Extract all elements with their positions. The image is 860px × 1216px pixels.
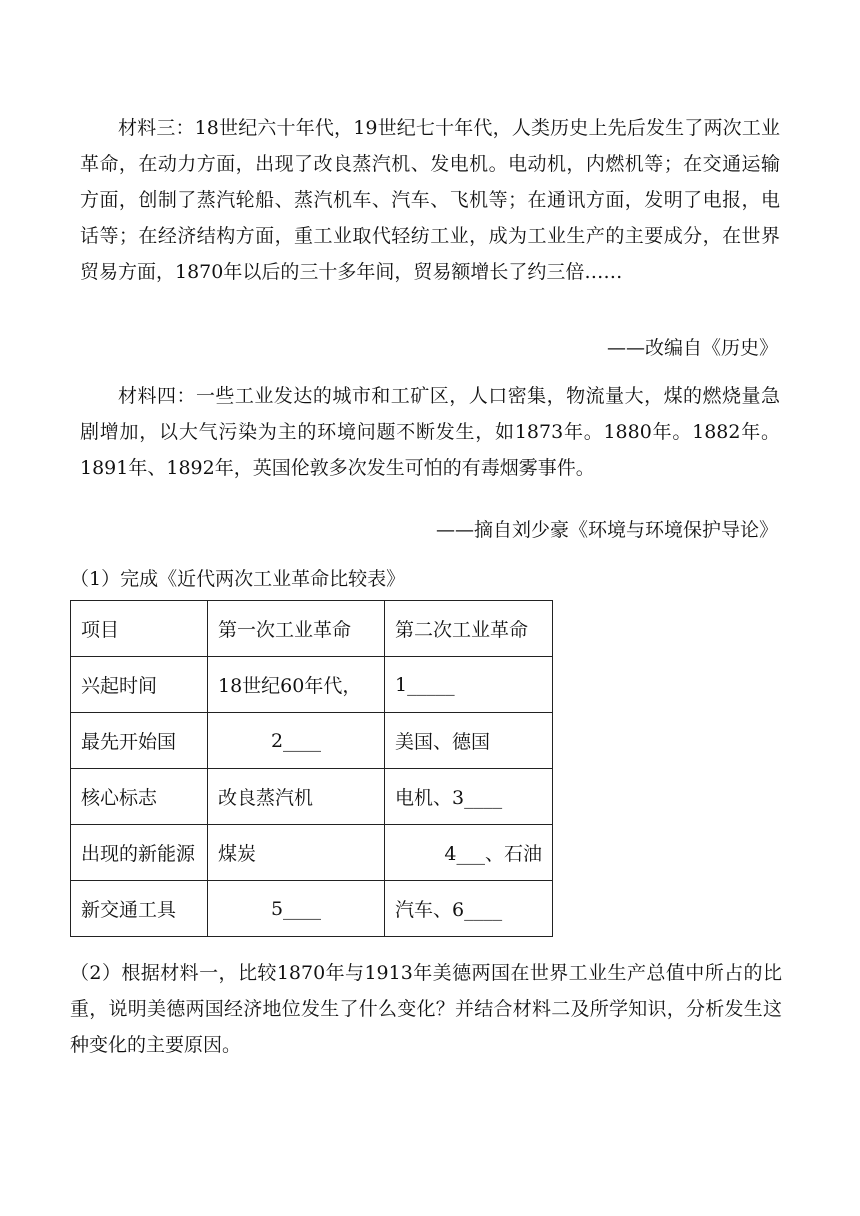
table-cell: 煤炭 <box>208 825 385 881</box>
table-row <box>71 881 553 937</box>
question-one: （1）完成《近代两次工业革命比较表》 <box>70 568 406 590</box>
material-three-text: 材料三：18世纪六十年代，19世纪七十年代，人类历史上先后发生了两次工业革命，在动力方面，出现了改良蒸汽机、发电机。电动机，内燃机等；在交通运输方面，创制了蒸汽轮船、蒸汽机车、汽车、飞机等；在通讯方面，发明了电报，电话等；在经济结构方面，重工业取代轻纺工业，成为工业生产的主要成分，在世界贸易方面，1870年以后的三十多年间，贸易额增长了约三倍…… <box>80 117 780 283</box>
table-row <box>71 657 553 713</box>
table-cell: 新交通工具 <box>71 881 208 937</box>
table-cell: 出现的新能源 <box>71 825 208 881</box>
table-cell: 改良蒸汽机 <box>208 769 385 825</box>
table-cell: 最先开始国 <box>71 713 208 769</box>
material-four-source: ——摘自刘少豪《环境与环境保护导论》 <box>435 519 778 541</box>
table-row <box>71 713 553 769</box>
question-two: （2）根据材料一，比较1870年与1913年美德两国在世界工业生产总值中所占的比重，说明美德两国经济地位发生了什么变化？并结合材料二及所学知识，分析发生这种变化的主要原因。 <box>70 962 782 1056</box>
material-four-text: 材料四：一些工业发达的城市和工矿区，人口密集，物流量大，煤的燃烧量急剧增加，以大气污染为主的环境问题不断发生，如1873年。1880年。1882年。1891年、1892年，英国伦敦多次发生可怕的有毒烟雾事件。 <box>80 385 780 479</box>
table-cell: 核心标志 <box>71 769 208 825</box>
table-cell-blank-3: 电机、3____ <box>385 769 553 825</box>
table-cell-blank-1: 1_____ <box>385 657 553 713</box>
table-header-cell: 项目 <box>71 601 208 657</box>
table-cell-blank-6: 汽车、6____ <box>385 881 553 937</box>
comparison-table <box>70 600 553 937</box>
table-row <box>71 825 553 881</box>
table-cell: 18世纪60年代， <box>208 657 385 713</box>
table-cell: 兴起时间 <box>71 657 208 713</box>
table-header-cell: 第二次工业革命 <box>385 601 553 657</box>
table-cell: 美国、德国 <box>385 713 553 769</box>
table-row <box>71 769 553 825</box>
table-header-cell: 第一次工业革命 <box>208 601 385 657</box>
table-cell-blank-4: 4___、石油 <box>385 825 553 881</box>
table-header-row <box>71 601 553 657</box>
table-cell-blank-2: 2____ <box>208 713 385 769</box>
material-three-source: ——改编自《历史》 <box>606 337 778 359</box>
table-cell-blank-5: 5____ <box>208 881 385 937</box>
